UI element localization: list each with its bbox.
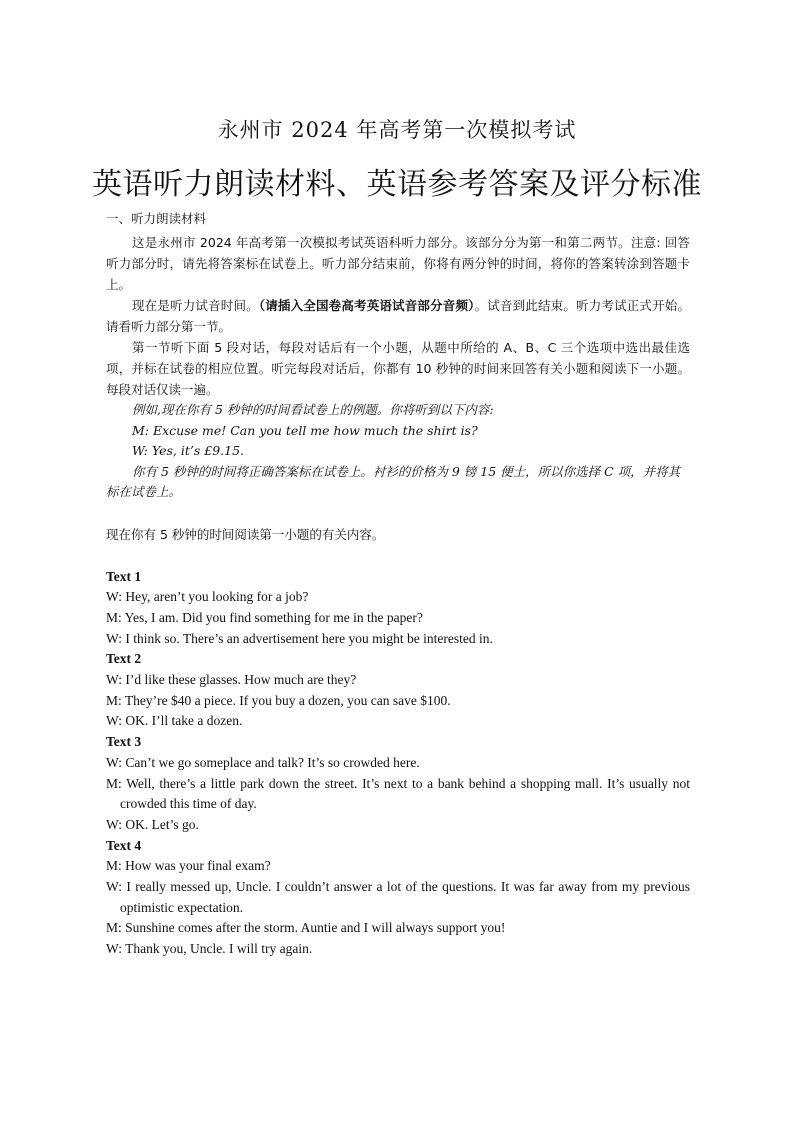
example-man-line: M: Excuse me! Can you tell me how much the shirt is? (132, 422, 478, 438)
intro-paragraph: 这是永州市 2024 年高考第一次模拟考试英语科听力部分。该部分分为第一和第二两节。注意: 回答听力部分时，请先将答案标在试卷上。听力部分结束前，你将有两分钟的时间，将你的答案转涂到答题卡上。 (106, 235, 690, 292)
dialogue-line: M: How was your final exam? (106, 858, 271, 874)
dialogue-line: W: I really messed up, Uncle. I couldn’t answer a lot of the questions. It was far away from my previous optimistic expectation. (106, 879, 690, 915)
reading-time-note: 现在你有 5 秒钟的时间阅读第一小题的有关内容。 (106, 526, 385, 542)
dialogue-line: W: Hey, aren’t you looking for a job? (106, 589, 309, 605)
text-label: Text 1 (106, 568, 142, 584)
example-answer-note: 你有 5 秒钟的时间将正确答案标在试卷上。衬衫的价格为 9 镑 15 便士，所以你选择 C 项，并将其标在试卷上。 (106, 463, 681, 499)
dialogue-list (106, 567, 690, 960)
example-intro: 例如,现在你有 5 秒钟的时间看试卷上的例题。你将听到以下内容: (132, 402, 494, 417)
dialogue-line: W: Thank you, Uncle. I will try again. (106, 941, 313, 957)
sound-check-paragraph (106, 295, 690, 337)
text-block (106, 836, 690, 960)
text-label: Text 2 (106, 651, 142, 667)
dialogue-line: W: Can’t we go someplace and talk? It’s so crowded here. (106, 754, 420, 770)
dialogue-line: W: OK. Let’s go. (106, 816, 199, 832)
text-block (106, 567, 690, 650)
dialogue-line: W: I think so. There’s an advertisement here you might be interested in. (106, 630, 493, 646)
dialogue-line: M: Yes, I am. Did you find something for me in the paper? (106, 609, 423, 625)
dialogue-line: M: They’re $40 a piece. If you buy a dozen, you can save $100. (106, 692, 451, 708)
text-label: Text 3 (106, 734, 142, 750)
text-block (106, 649, 690, 732)
example-woman-line: W: Yes, it’s £9.15. (132, 443, 245, 458)
sound-check-text: 现在是听力试音时间。 (132, 298, 259, 313)
exam-title: 永州市 2024 年高考第一次模拟考试 (217, 118, 577, 142)
sound-check-end: 。试音到此结束。听力考试正式开始。请看听力部分第一节。 (106, 298, 690, 334)
part1-instructions: 第一节听下面 5 段对话，每段对话后有一个小题，从题中所给的 A、B、C 三个选项中选出最佳选项，并标在试卷的相应位置。听完每段对话后，你都有 10 秒钟的时间来回答有关小题和阅读下一小题。每段对话仅读一遍。 (106, 340, 690, 397)
content-body (106, 209, 690, 960)
text-label: Text 4 (106, 837, 142, 853)
document-subtitle: 英语听力朗读材料、英语参考答案及评分标准 (92, 167, 702, 202)
dialogue-line: M: Well, there’s a little park down the street. It’s next to a bank behind a shopping mall. It’s usually not crowded this time of day. (106, 775, 690, 812)
audio-instruction: （请插入全国卷高考英语试音部分音频） (258, 298, 475, 313)
dialogue-line: M: Sunshine comes after the storm. Auntie and I will always support you! (106, 920, 506, 936)
dialogue-line: W: OK. I’ll take a dozen. (106, 713, 243, 729)
dialogue-line: W: I’d like these glasses. How much are they? (106, 672, 357, 688)
text-block (106, 732, 690, 836)
section-heading: 一、听力朗读材料 (106, 211, 207, 226)
